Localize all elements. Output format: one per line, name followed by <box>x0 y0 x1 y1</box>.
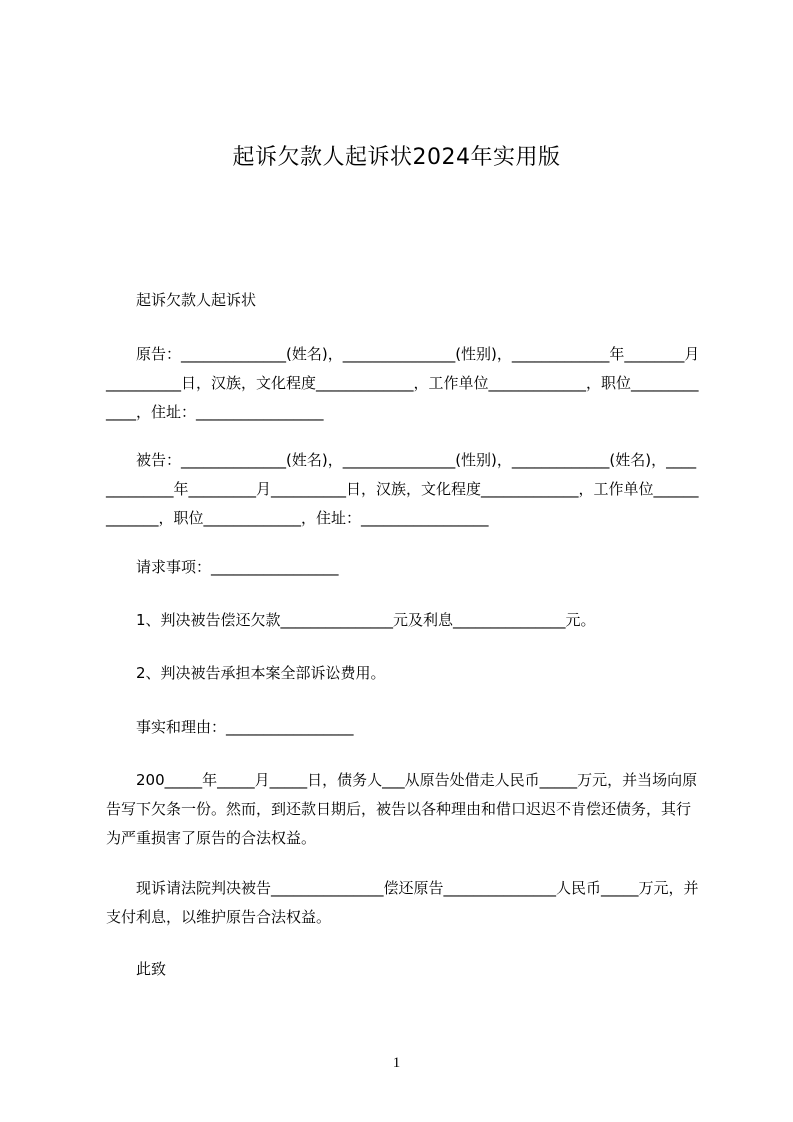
document-title: 起诉欠款人起诉状2024年实用版 <box>232 145 561 170</box>
request-body: 现诉请法院判决被告_______________偿还原告_______________人民币_____万元，并支付利息，以维护原告合法权益。 <box>106 879 699 926</box>
page-number: 1 <box>392 1055 401 1071</box>
complaint-heading: 起诉欠款人起诉状 <box>106 291 257 309</box>
closing-salutation: 此致 <box>106 960 167 978</box>
defendant-info: 被告：______________(姓名)，_______________(性别)，_____________(姓名)，_____________年_________月__________日，汉族，文化程度_____________，工作单位_____________，职位_____________，住址：_________________ <box>106 451 699 527</box>
claims-heading: 请求事项：_________________ <box>106 558 339 576</box>
facts-body: 200_____年_____月_____日，债务人___从原告处借走人民币_____万元，并当场向原告写下欠条一份。然而，到还款日期后，被告以各种理由和借口迟迟不肯偿还债务，其行为严重损害了原告的合法权益。 <box>106 771 698 847</box>
facts-heading: 事实和理由：_________________ <box>106 718 354 736</box>
claim-item-1: 1、判决被告偿还欠款_______________元及利息_______________元。 <box>106 611 596 629</box>
claim-item-2: 2、判决被告承担本案全部诉讼费用。 <box>106 664 386 682</box>
plaintiff-info: 原告：______________(姓名)，_______________(性别)，_____________年________月__________日，汉族，文化程度_____________，工作单位_____________，职位_____________，住址：_________________ <box>106 345 700 421</box>
